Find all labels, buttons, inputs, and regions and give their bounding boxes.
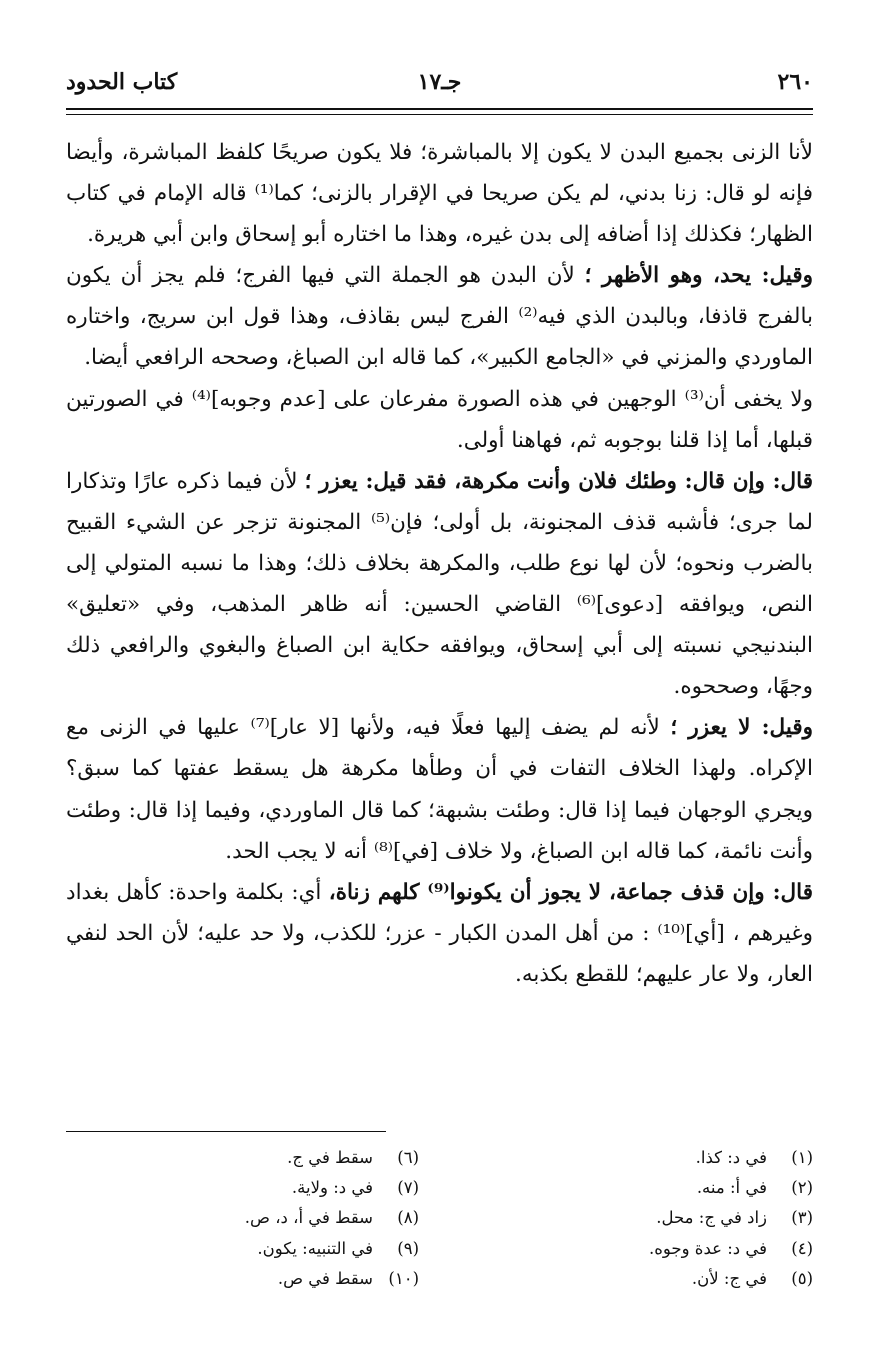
- paragraph-text: لأنه لم يضف إليها فعلًا فيه، ولأنها [لا عار]⁽⁷⁾ عليها في الزنى مع الإكراه. ولهذا الخلاف التفات في أن وطأها مكرهة هل يسقط عفتها كما سبق؟ ويجري الوجهان فيما إذا قال: وطئت بشبهة؛ كما قال الماوردي، وفيما إذا قال: وطئت وأنت نائمة، كما قاله ابن الصباغ، ولا خلاف [في]⁽⁸⁾ أنه لا يجب الحد.: [66, 715, 813, 864]
- paragraph-1: [66, 132, 813, 255]
- paragraph-text: ولا يخفى أن⁽³⁾ الوجهين في هذه الصورة مفرعان على [عدم وجوبه]⁽⁴⁾ في الصورتين قبلها، أما إذا قلنا بوجوبه ثم، فهاهنا أولى.: [66, 386, 814, 453]
- footnote-number: (٥): [791, 1268, 813, 1288]
- main-text: [66, 132, 813, 995]
- footnote-number: (١٠): [388, 1268, 419, 1288]
- footnote-number: (٢): [791, 1178, 813, 1198]
- footnote: [129, 1234, 419, 1264]
- footnote: [129, 1143, 419, 1173]
- paragraph-text: لأن فيما ذكره عارًا وتذكارا لما جرى؛ فأشبه قذف المجنونة، بل أولى؛ فإن⁽⁵⁾ المجنونة تزجر عن الشيء القبيح بالضرب ونحوه؛ لأن لها نوع طلب، والمكرهة بخلاف ذلك؛ وهذا ما نسبه المتولي إلى النص، ويوافقه [دعوى]⁽⁶⁾ القاضي الحسين: أنه ظاهر المذهب، وفي «تعليق» البندنيجي نسبته إلى أبي إسحاق، ويوافقه حكاية ابن الصباغ والبغوي والرافعي ذلك وجهًا، وصححوه.: [66, 468, 814, 700]
- footnote: [513, 1203, 813, 1233]
- paragraph-text: لأن البدن هو الجملة التي فيها الفرج؛ فلم يجز أن يكون بالفرج قاذفا، وبالبدن الذي فيه⁽²⁾ الفرج ليس بقاذف، وهذا قول ابن سريج، واختاره الماوردي والمزني في «الجامع الكبير»، كما قاله ابن الصباغ، وصححه الرافعي أيضا.: [66, 263, 813, 371]
- footnote-text: سقط في ج.: [287, 1148, 373, 1167]
- paragraph-5: [66, 707, 813, 871]
- footnote-number: (٩): [397, 1238, 419, 1258]
- paragraph-text: لأنا الزنى بجميع البدن لا يكون إلا بالمباشرة؛ فلا يكون صريحًا كلفظ المباشرة، وأيضا فإنه لو قال: زنا بدني، لم يكن صريحا في الإقرار بالزنى؛ كما⁽¹⁾ قاله الإمام في كتاب الظهار؛ فكذلك إذا أضافه إلى بدن غيره، وهذا ما اختاره أبو إسحاق وابن أبي هريرة.: [66, 140, 813, 248]
- footnote-number: (٧): [397, 1178, 419, 1198]
- footnote-text: في د: كذا.: [695, 1148, 767, 1167]
- paragraph-4: [66, 461, 813, 708]
- footnote-text: في د: عدة وجوه.: [648, 1238, 767, 1258]
- footnote: [129, 1264, 419, 1294]
- footnote: [129, 1203, 419, 1233]
- footnote: [513, 1264, 813, 1294]
- paragraph-lead: قال: وإن قذف جماعة، لا يجوز أن يكونوا⁽⁹⁾ كلهم زناة،: [328, 879, 813, 905]
- page-number: ٢٦٠: [777, 69, 813, 95]
- footnotes-column-left: [129, 1143, 419, 1294]
- book-title: كتاب الحدود: [66, 69, 178, 95]
- paragraph-lead: قال: وإن قال: وطئك فلان وأنت مكرهة، فقد قيل: يعزر ؛: [304, 468, 813, 494]
- footnote-number: (٤): [791, 1238, 813, 1258]
- footnote-text: في د: ولاية.: [291, 1178, 373, 1198]
- paragraph-lead: وقيل: لا يعزر ؛: [670, 715, 813, 741]
- footnote-text: سقط في أ، د، ص.: [244, 1208, 373, 1228]
- paragraph-6: [66, 872, 813, 995]
- paragraph-2: [66, 255, 813, 378]
- footnote: [513, 1234, 813, 1264]
- footnote-text: سقط في ص.: [277, 1268, 373, 1288]
- footnote: [513, 1173, 813, 1203]
- footnote-number: (٣): [791, 1208, 813, 1228]
- volume-label: جـ١٧: [417, 69, 462, 95]
- footnotes-column-right: [513, 1143, 813, 1294]
- paragraph-lead: وقيل: يحد، وهو الأظهر ؛: [584, 263, 813, 289]
- header-rule-thin: [66, 114, 813, 115]
- footnote-number: (٦): [397, 1148, 419, 1167]
- footnote-number: (١): [791, 1148, 813, 1167]
- footnote-text: زاد في ج: محل.: [656, 1208, 767, 1228]
- running-header: [66, 66, 813, 98]
- footnote-text: في ج: لأن.: [691, 1268, 767, 1288]
- header-rule-thick: [66, 108, 813, 110]
- footnote-number: (٨): [397, 1208, 419, 1228]
- footnote-text: في التنبيه: يكون.: [257, 1238, 373, 1258]
- footnote-separator: [66, 1131, 386, 1132]
- footnote: [513, 1143, 813, 1173]
- paragraph-text: أي: بكلمة واحدة: كأهل بغداد وغيرهم ، [أي]⁽¹⁰⁾ : من أهل المدن الكبار - عزر؛ للكذب، ولا حد عليه؛ لأن الحد لنفي العار، ولا عار عليهم؛ للقطع بكذبه.: [66, 879, 814, 987]
- footnote-text: في أ: منه.: [696, 1178, 767, 1198]
- paragraph-3: [66, 379, 813, 461]
- footnote: [129, 1173, 419, 1203]
